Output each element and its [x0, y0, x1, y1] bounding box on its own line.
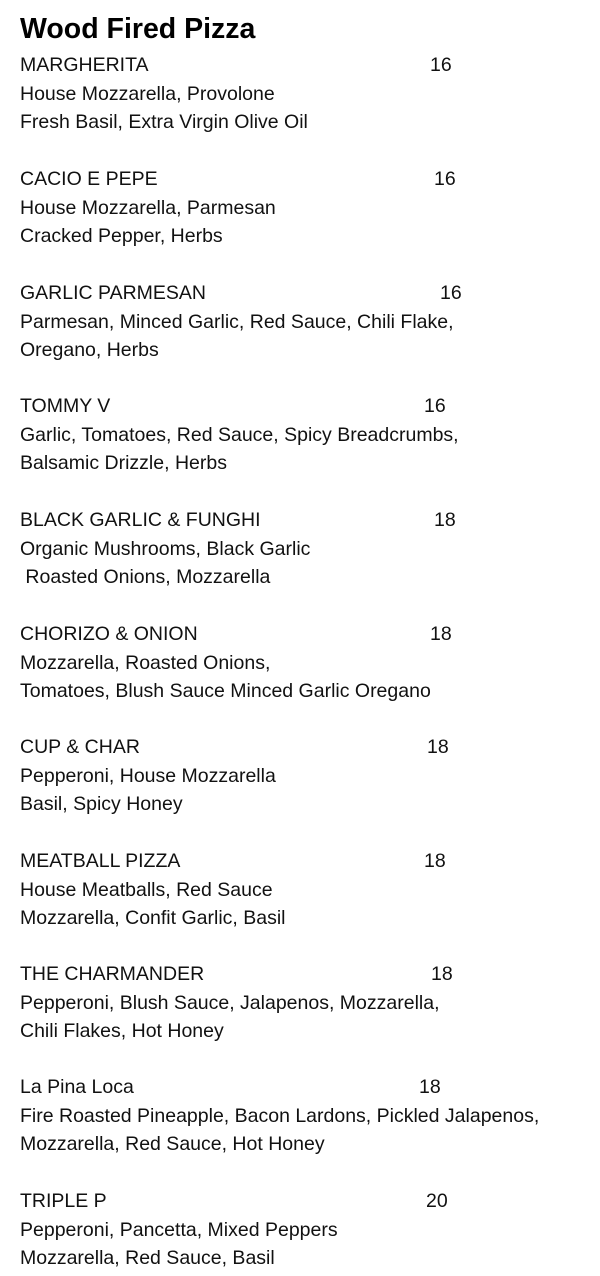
menu-item	[20, 1073, 595, 1159]
item-name: CHORIZO & ONION	[20, 623, 198, 645]
menu-item	[20, 392, 595, 478]
item-description-line: Cracked Pepper, Herbs	[20, 225, 223, 247]
item-name: THE CHARMANDER	[20, 963, 205, 985]
item-description-line: Balsamic Drizzle, Herbs	[20, 452, 227, 474]
item-price: 18	[434, 509, 456, 531]
menu-item	[20, 1187, 595, 1273]
menu-item	[20, 620, 595, 706]
item-description-line: Pepperoni, Pancetta, Mixed Peppers	[20, 1218, 338, 1241]
item-price: 20	[426, 1190, 448, 1212]
item-description-line: Chili Flakes, Hot Honey	[20, 1020, 224, 1042]
item-description-line: Roasted Onions, Mozzarella	[20, 566, 271, 588]
item-description-line: Mozzarella, Roasted Onions,	[20, 651, 271, 674]
item-price: 16	[430, 54, 452, 76]
item-description-line: Organic Mushrooms, Black Garlic	[20, 537, 311, 560]
item-price: 16	[424, 395, 446, 417]
item-name: MARGHERITA	[20, 54, 149, 76]
item-price: 18	[419, 1076, 441, 1098]
item-description-line: Parmesan, Minced Garlic, Red Sauce, Chili Flake,	[20, 310, 454, 333]
menu-item	[20, 51, 595, 137]
item-description-line: Mozzarella, Red Sauce, Hot Honey	[20, 1133, 325, 1155]
item-name: MEATBALL PIZZA	[20, 850, 181, 872]
item-name: CACIO E PEPE	[20, 168, 158, 190]
item-description-line: Pepperoni, House Mozzarella	[20, 764, 276, 787]
item-name: BLACK GARLIC & FUNGHI	[20, 509, 261, 531]
item-description-line: Fresh Basil, Extra Virgin Olive Oil	[20, 111, 308, 133]
item-description-line: Mozzarella, Red Sauce, Basil	[20, 1247, 275, 1269]
item-name: GARLIC PARMESAN	[20, 282, 207, 304]
menu-item	[20, 165, 595, 251]
item-description-line: Garlic, Tomatoes, Red Sauce, Spicy Breadcrumbs,	[20, 423, 459, 446]
menu-item	[20, 847, 595, 933]
menu-item	[20, 733, 595, 819]
item-description-line: Fire Roasted Pineapple, Bacon Lardons, Pickled Jalapenos,	[20, 1104, 540, 1127]
item-price: 18	[430, 623, 452, 645]
item-price: 16	[440, 282, 462, 304]
menu-item	[20, 279, 595, 365]
item-description-line: Oregano, Herbs	[20, 339, 159, 361]
menu-item	[20, 960, 595, 1046]
item-name: TRIPLE P	[20, 1190, 107, 1212]
menu-item	[20, 506, 595, 592]
menu-title: Wood Fired Pizza	[20, 13, 256, 45]
item-price: 18	[424, 850, 446, 872]
item-name: TOMMY V	[20, 395, 111, 417]
item-price: 16	[434, 168, 456, 190]
item-description-line: Mozzarella, Confit Garlic, Basil	[20, 907, 286, 929]
item-price: 18	[427, 736, 449, 758]
item-description-line: Basil, Spicy Honey	[20, 793, 183, 815]
item-description-line: Pepperoni, Blush Sauce, Jalapenos, Mozzarella,	[20, 991, 440, 1014]
item-name: La Pina Loca	[20, 1076, 134, 1098]
item-description-line: House Mozzarella, Provolone	[20, 82, 275, 105]
item-price: 18	[431, 963, 453, 985]
item-name: CUP & CHAR	[20, 736, 140, 758]
item-description-line: House Meatballs, Red Sauce	[20, 878, 273, 901]
item-description-line: House Mozzarella, Parmesan	[20, 196, 276, 219]
item-description-line: Tomatoes, Blush Sauce Minced Garlic Oregano	[20, 680, 431, 702]
